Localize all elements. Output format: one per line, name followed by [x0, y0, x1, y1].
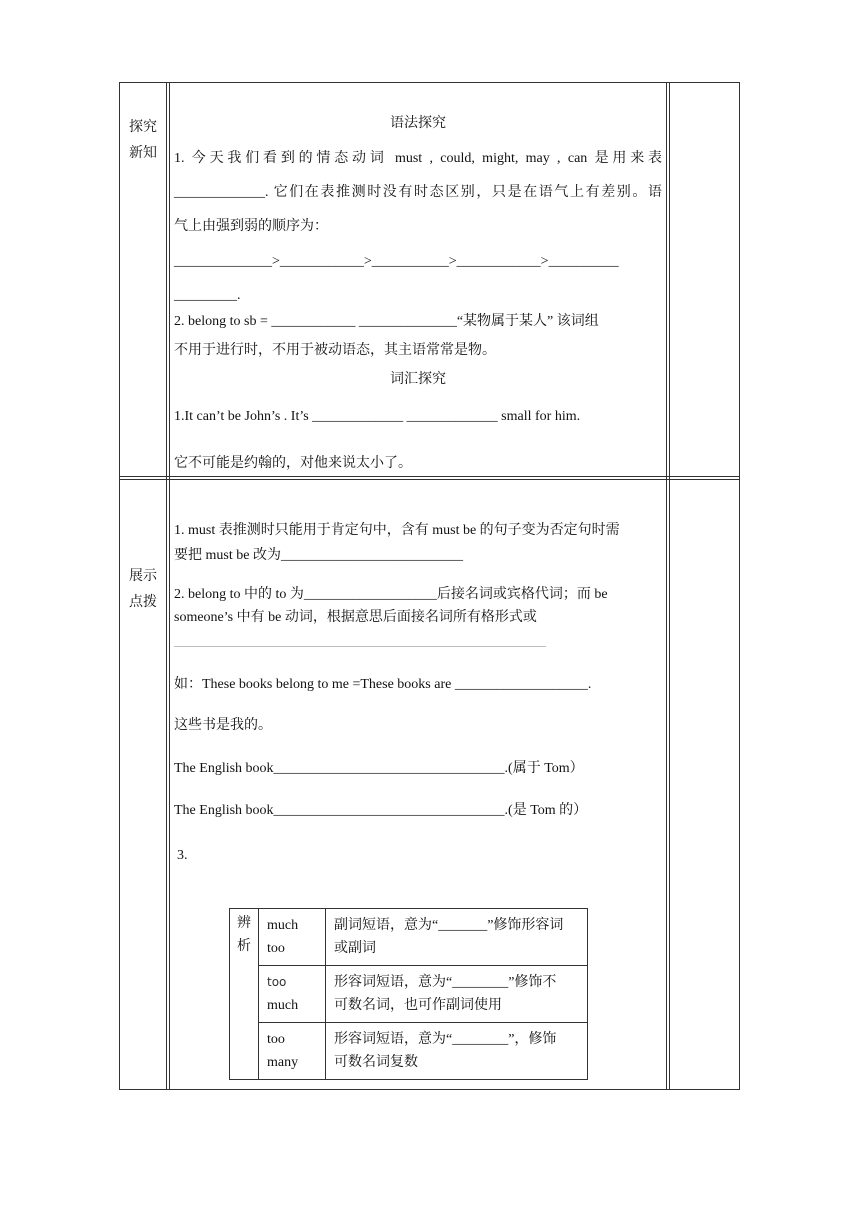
row2-label-line2: 点拨 [129, 595, 157, 610]
vocab-heading: 词汇探究 [390, 372, 446, 387]
grammar-heading: 语法探究 [390, 116, 446, 131]
row-divider [120, 479, 739, 480]
row-divider [120, 476, 739, 477]
desc-line2: 可数名词复数 [334, 1055, 418, 1070]
table-row [230, 909, 588, 966]
sentence-belong: The English book_________________________________.(属于 Tom） [174, 761, 584, 776]
grammar-item2-line2: 不用于进行时，不用于被动语态，其主语常常是物。 [174, 343, 496, 358]
term-line1: too [267, 1032, 285, 1047]
grammar-item2-line1: 2. belong to sb = ____________ ______________“某物属于某人” 该词组 [174, 314, 599, 329]
column-divider [669, 83, 670, 1089]
table-row [230, 1023, 588, 1080]
term-line1: much [267, 918, 299, 933]
vocab-translation: 它不可能是约翰的，对他来说太小了。 [174, 456, 412, 471]
row1-label [120, 115, 166, 167]
row1-label-line2: 新知 [129, 146, 157, 161]
tip2-line1: 2. belong to 中的 to 为___________________后接名词或宾格代词；而 be [174, 587, 608, 602]
column-divider [169, 83, 170, 1089]
description-cell [326, 909, 588, 966]
desc-line2: 或副词 [334, 941, 376, 956]
side-label-char2: 析 [237, 939, 251, 954]
term-cell [259, 909, 326, 966]
row2-label-line1: 展示 [129, 569, 157, 584]
row2-label [120, 564, 166, 616]
term-cell [259, 966, 326, 1023]
vocab-item1: 1.It can’t be John’s . It’s _____________ _____________ small for him. [174, 409, 581, 424]
description-cell [326, 966, 588, 1023]
desc-line1: 形容词短语，意为“________”，修饰 [334, 1032, 557, 1047]
term-line2: many [267, 1055, 299, 1070]
table-side-label [230, 909, 259, 1080]
grammar-item1-line5: _________. [174, 288, 241, 303]
tip1-line2: 要把 must be 改为__________________________ [174, 548, 463, 563]
tip2-line2: someone’s 中有 be 动词，根据意思后面接名词所有格形式或 [174, 610, 537, 625]
desc-line1: 形容词短语，意为“________”修饰不 [334, 975, 557, 990]
description-cell [326, 1023, 588, 1080]
example-translation: 这些书是我的。 [174, 718, 272, 733]
tip1-line1: 1. must 表推测时只能用于肯定句中，含有 must be 的句子变为否定句时需 [174, 523, 620, 538]
term-line2: too [267, 941, 285, 956]
desc-line1: 副词短语，意为“_______”修饰形容词 [334, 918, 564, 933]
example-line: 如：These books belong to me =These books are ___________________. [174, 677, 592, 692]
term-cell [259, 1023, 326, 1080]
answer-blank-line [174, 646, 546, 647]
item3-number: 3. [177, 848, 188, 863]
grammar-item1-line3: 气上由强到弱的顺序为： [174, 219, 328, 234]
grammar-item1-line2: _____________. 它们在表推测时没有时态区别，只是在语气上有差别。语 [174, 185, 662, 200]
comparison-table [229, 908, 588, 1080]
column-divider [666, 83, 667, 1089]
side-label-char1: 辨 [237, 916, 251, 931]
term-line1: too [267, 975, 287, 989]
grammar-item1-line1: 1. 今天我们看到的情态动词 must , could, might, may , can 是用来表 [174, 151, 662, 166]
row1-label-line1: 探究 [129, 120, 157, 135]
column-divider [166, 83, 167, 1089]
table-row [230, 966, 588, 1023]
term-line2: much [267, 998, 299, 1013]
grammar-item1-line4: ______________>____________>___________>____________>__________ [174, 254, 619, 269]
desc-line2: 可数名词，也可作副词使用 [334, 998, 502, 1013]
sentence-possessive: The English book_________________________________.(是 Tom 的） [174, 803, 588, 818]
